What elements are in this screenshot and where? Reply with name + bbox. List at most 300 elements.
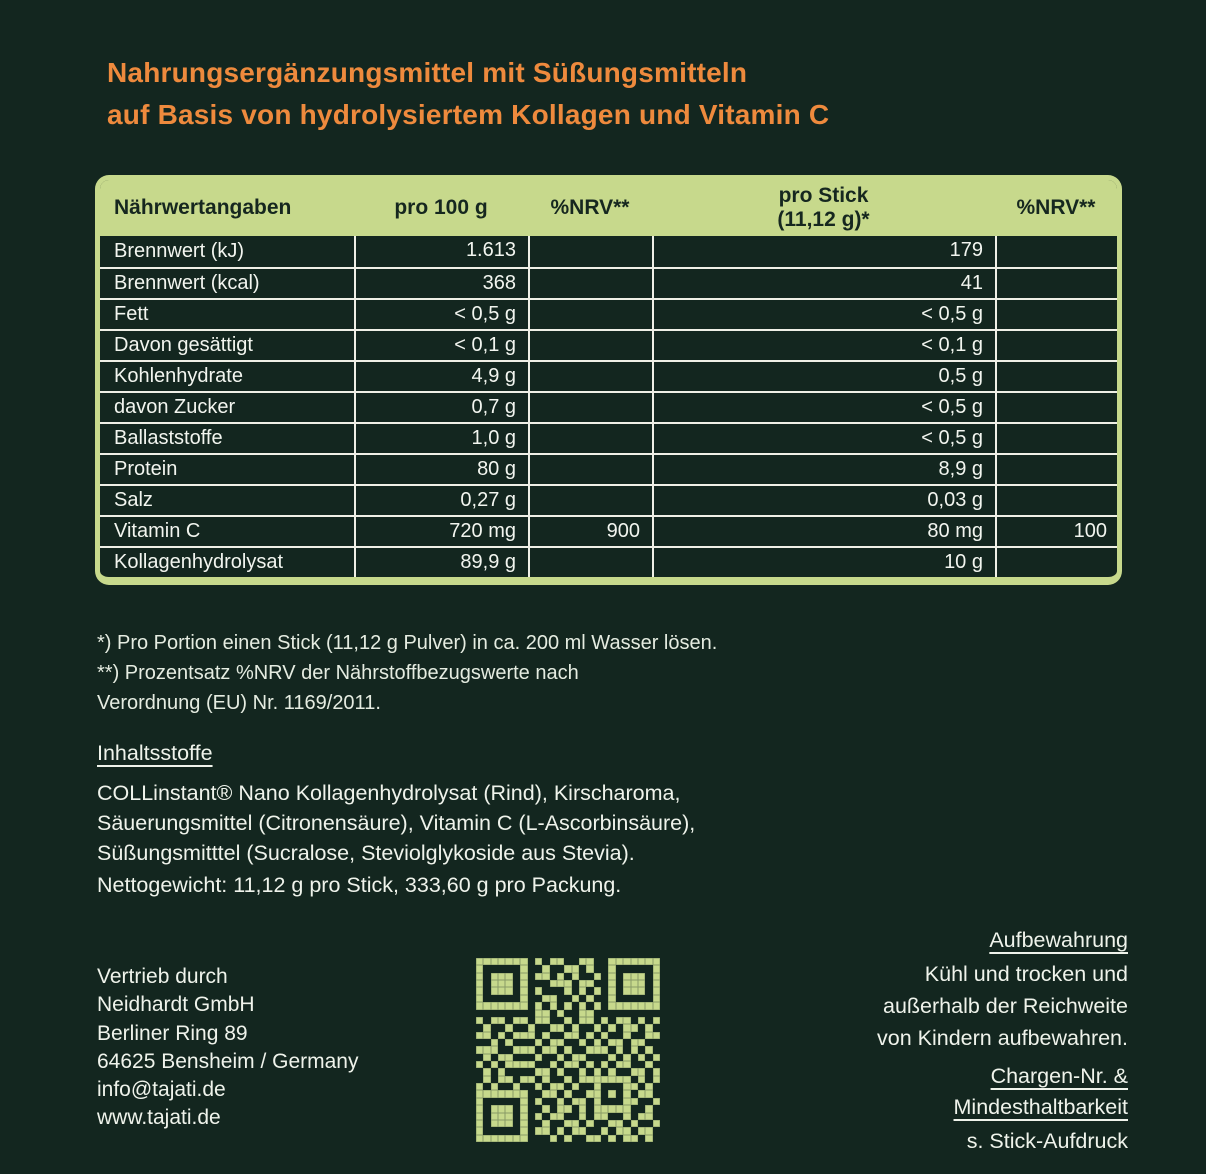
qr-module xyxy=(616,1120,623,1127)
qr-module xyxy=(653,1068,660,1075)
qr-module xyxy=(528,1046,535,1053)
qr-module xyxy=(601,1024,608,1031)
qr-module xyxy=(513,958,520,965)
qr-module xyxy=(498,1002,505,1009)
qr-module xyxy=(631,1105,638,1112)
qr-module xyxy=(638,1083,645,1090)
qr-module xyxy=(535,987,542,994)
qr-module xyxy=(483,1090,490,1097)
qr-module xyxy=(505,973,512,980)
qr-module xyxy=(631,1061,638,1068)
cell-per-stick: 0,5 g xyxy=(652,362,995,391)
qr-module xyxy=(638,1039,645,1046)
qr-module xyxy=(483,980,490,987)
qr-module xyxy=(535,1098,542,1105)
qr-module xyxy=(638,1090,645,1097)
storage-line3: von Kindern aufbewahren. xyxy=(876,1025,1128,1050)
qr-module xyxy=(608,973,615,980)
qr-module xyxy=(572,973,579,980)
qr-module xyxy=(476,1039,483,1046)
qr-module xyxy=(476,1054,483,1061)
qr-module xyxy=(623,1032,630,1039)
qr-module xyxy=(513,1032,520,1039)
qr-module xyxy=(653,1039,660,1046)
qr-module xyxy=(483,1032,490,1039)
qr-module xyxy=(638,1076,645,1083)
qr-module xyxy=(623,1105,630,1112)
qr-module xyxy=(505,1098,512,1105)
qr-module xyxy=(608,1135,615,1142)
qr-module xyxy=(572,995,579,1002)
batch-heading-line1: Chargen-Nr. & xyxy=(990,1064,1128,1089)
qr-module xyxy=(476,1017,483,1024)
qr-module xyxy=(498,1010,505,1017)
cell-per-stick: 8,9 g xyxy=(652,455,995,484)
qr-module xyxy=(645,1105,652,1112)
qr-module xyxy=(631,1046,638,1053)
qr-module xyxy=(528,1054,535,1061)
qr-module xyxy=(491,987,498,994)
qr-module xyxy=(557,1017,564,1024)
qr-module xyxy=(631,1083,638,1090)
qr-module xyxy=(483,987,490,994)
qr-module xyxy=(586,1105,593,1112)
product-claim-line2: auf Basis von hydrolysiertem Kollagen und Vitamin C xyxy=(107,99,830,130)
qr-module xyxy=(542,987,549,994)
qr-module xyxy=(513,973,520,980)
qr-code xyxy=(476,958,660,1142)
qr-module xyxy=(557,1113,564,1120)
qr-module xyxy=(483,1054,490,1061)
qr-module xyxy=(476,1024,483,1031)
qr-module xyxy=(491,1002,498,1009)
qr-module xyxy=(608,1046,615,1053)
qr-module xyxy=(535,1024,542,1031)
qr-module xyxy=(476,1010,483,1017)
qr-module xyxy=(608,1017,615,1024)
qr-module xyxy=(623,1054,630,1061)
qr-module xyxy=(498,1083,505,1090)
qr-module xyxy=(542,1010,549,1017)
qr-module xyxy=(528,1127,535,1134)
qr-module xyxy=(638,1068,645,1075)
qr-module xyxy=(550,958,557,965)
qr-module xyxy=(645,1076,652,1083)
qr-module xyxy=(572,1090,579,1097)
ingredients-list xyxy=(97,778,695,868)
qr-module xyxy=(623,1061,630,1068)
qr-module xyxy=(520,1039,527,1046)
qr-module xyxy=(638,958,645,965)
qr-module xyxy=(505,1105,512,1112)
qr-module xyxy=(653,980,660,987)
qr-module xyxy=(623,1046,630,1053)
qr-module xyxy=(623,965,630,972)
qr-module xyxy=(645,987,652,994)
qr-module xyxy=(645,1010,652,1017)
qr-module xyxy=(476,987,483,994)
qr-module xyxy=(653,1002,660,1009)
qr-module xyxy=(498,1068,505,1075)
net-weight: Nettogewicht: 11,12 g pro Stick, 333,60 g pro Packung. xyxy=(97,873,622,897)
qr-module xyxy=(579,1113,586,1120)
qr-module xyxy=(594,1017,601,1024)
header-nutrition-facts: Nährwertangaben xyxy=(114,196,292,219)
qr-module xyxy=(645,1032,652,1039)
qr-module xyxy=(601,1105,608,1112)
qr-module xyxy=(550,1105,557,1112)
qr-module xyxy=(586,1061,593,1068)
qr-module xyxy=(483,1083,490,1090)
qr-module xyxy=(564,1120,571,1127)
cell-nrv-stick xyxy=(995,362,1117,391)
qr-module xyxy=(557,1076,564,1083)
qr-module xyxy=(579,1135,586,1142)
qr-module xyxy=(476,1090,483,1097)
qr-module xyxy=(631,1127,638,1134)
qr-module xyxy=(579,1046,586,1053)
qr-module xyxy=(623,987,630,994)
cell-nrv-100g xyxy=(528,269,652,298)
qr-module xyxy=(645,1017,652,1024)
nutrition-table-body xyxy=(100,236,1117,577)
qr-module xyxy=(608,980,615,987)
qr-module xyxy=(528,995,535,1002)
qr-module xyxy=(623,1127,630,1134)
qr-module xyxy=(638,1010,645,1017)
qr-module xyxy=(631,1076,638,1083)
qr-module xyxy=(505,1113,512,1120)
qr-module xyxy=(542,1039,549,1046)
cell-per-stick: < 0,5 g xyxy=(652,424,995,453)
qr-module xyxy=(557,987,564,994)
qr-module xyxy=(505,1120,512,1127)
qr-module xyxy=(572,1105,579,1112)
qr-module xyxy=(542,1032,549,1039)
ingredients-line3: Süßungsmitttel (Sucralose, Steviolglykoside aus Stevia). xyxy=(97,841,635,865)
qr-module xyxy=(586,1054,593,1061)
qr-module xyxy=(557,1068,564,1075)
qr-module xyxy=(631,1024,638,1031)
qr-module xyxy=(513,1010,520,1017)
qr-module xyxy=(586,1039,593,1046)
qr-module xyxy=(579,1083,586,1090)
qr-module xyxy=(601,1098,608,1105)
qr-module xyxy=(491,1061,498,1068)
qr-module xyxy=(542,1083,549,1090)
qr-module xyxy=(594,1024,601,1031)
cell-per-100g: 89,9 g xyxy=(354,548,528,577)
qr-module xyxy=(483,1039,490,1046)
qr-module xyxy=(520,1024,527,1031)
qr-module xyxy=(535,1017,542,1024)
qr-module xyxy=(498,1090,505,1097)
qr-module xyxy=(623,1113,630,1120)
qr-module xyxy=(631,1090,638,1097)
qr-module xyxy=(550,1098,557,1105)
qr-module xyxy=(623,1039,630,1046)
qr-module xyxy=(557,1002,564,1009)
qr-module xyxy=(505,980,512,987)
qr-module xyxy=(513,1002,520,1009)
qr-module xyxy=(616,1002,623,1009)
qr-module xyxy=(542,980,549,987)
qr-module xyxy=(572,1076,579,1083)
qr-module xyxy=(638,980,645,987)
qr-module xyxy=(631,965,638,972)
storage-line1: Kühl und trocken und xyxy=(924,962,1128,986)
cell-per-stick: < 0,1 g xyxy=(652,331,995,360)
qr-module xyxy=(601,1061,608,1068)
qr-module xyxy=(631,987,638,994)
qr-module xyxy=(608,1120,615,1127)
qr-module xyxy=(653,1076,660,1083)
qr-module xyxy=(505,1046,512,1053)
qr-module xyxy=(616,987,623,994)
qr-module xyxy=(557,1054,564,1061)
qr-module xyxy=(557,1135,564,1142)
qr-module xyxy=(520,1054,527,1061)
qr-module xyxy=(623,1098,630,1105)
qr-module xyxy=(542,1017,549,1024)
qr-module xyxy=(638,1002,645,1009)
qr-module xyxy=(653,1083,660,1090)
qr-module xyxy=(483,1098,490,1105)
qr-module xyxy=(564,965,571,972)
qr-module xyxy=(586,987,593,994)
footnote-serving: *) Pro Portion einen Stick (11,12 g Pulver) in ca. 200 ml Wasser lösen. xyxy=(97,632,718,654)
qr-module xyxy=(550,1032,557,1039)
qr-module xyxy=(631,958,638,965)
qr-module xyxy=(491,965,498,972)
qr-module xyxy=(608,1061,615,1068)
qr-module xyxy=(550,1083,557,1090)
qr-module xyxy=(505,1061,512,1068)
qr-module xyxy=(520,1120,527,1127)
qr-module xyxy=(476,965,483,972)
qr-module xyxy=(550,1039,557,1046)
qr-module xyxy=(557,965,564,972)
qr-module xyxy=(572,1127,579,1134)
qr-module xyxy=(520,965,527,972)
qr-module xyxy=(520,1010,527,1017)
qr-module xyxy=(645,1113,652,1120)
qr-module xyxy=(594,1127,601,1134)
qr-module xyxy=(505,1083,512,1090)
qr-module xyxy=(513,1061,520,1068)
cell-per-100g: < 0,1 g xyxy=(354,331,528,360)
qr-module xyxy=(645,1068,652,1075)
qr-module xyxy=(557,1061,564,1068)
qr-module xyxy=(498,1061,505,1068)
ingredients-line1: COLLinstant® Nano Kollagenhydrolysat (Rind), Kirscharoma, xyxy=(97,781,681,805)
qr-module xyxy=(616,1098,623,1105)
distributor-email: info@tajati.de xyxy=(97,1078,226,1102)
qr-module xyxy=(550,1054,557,1061)
qr-module xyxy=(623,958,630,965)
qr-module xyxy=(564,973,571,980)
qr-module xyxy=(572,1046,579,1053)
qr-module xyxy=(616,1017,623,1024)
product-claim-line1: Nahrungsergänzungsmittel mit Süßungsmitteln xyxy=(107,57,748,88)
qr-module xyxy=(564,1024,571,1031)
qr-module xyxy=(491,1127,498,1134)
qr-module xyxy=(557,1098,564,1105)
qr-module xyxy=(638,1127,645,1134)
qr-module xyxy=(638,1032,645,1039)
qr-module xyxy=(608,1002,615,1009)
qr-module xyxy=(638,1024,645,1031)
qr-module xyxy=(586,965,593,972)
qr-module xyxy=(601,1002,608,1009)
qr-module xyxy=(579,1017,586,1024)
qr-module xyxy=(608,1105,615,1112)
qr-module xyxy=(513,980,520,987)
qr-module xyxy=(513,1076,520,1083)
qr-module xyxy=(498,987,505,994)
qr-module xyxy=(528,1120,535,1127)
table-row xyxy=(100,422,1117,453)
qr-module xyxy=(535,1105,542,1112)
qr-module xyxy=(616,1105,623,1112)
qr-module xyxy=(550,1068,557,1075)
qr-module xyxy=(623,1017,630,1024)
qr-module xyxy=(513,1135,520,1142)
qr-module xyxy=(513,1090,520,1097)
qr-module xyxy=(557,1120,564,1127)
qr-module xyxy=(601,1039,608,1046)
qr-module xyxy=(616,1039,623,1046)
qr-module xyxy=(550,1002,557,1009)
qr-module xyxy=(653,1061,660,1068)
table-row xyxy=(100,298,1117,329)
qr-module xyxy=(513,1127,520,1134)
table-row xyxy=(100,360,1117,391)
qr-module xyxy=(557,1127,564,1134)
qr-module xyxy=(594,1105,601,1112)
batch-heading-line2: Mindesthaltbarkeit xyxy=(953,1095,1128,1120)
cell-per-stick: 80 mg xyxy=(652,517,995,546)
qr-module xyxy=(542,1046,549,1053)
qr-module xyxy=(491,995,498,1002)
qr-module xyxy=(491,1032,498,1039)
cell-nutrient-label: Salz xyxy=(114,489,153,511)
qr-module xyxy=(520,995,527,1002)
qr-module xyxy=(586,1076,593,1083)
qr-module xyxy=(579,1039,586,1046)
qr-module xyxy=(476,1083,483,1090)
qr-module xyxy=(616,1068,623,1075)
qr-module xyxy=(520,973,527,980)
qr-module xyxy=(520,1083,527,1090)
qr-module xyxy=(550,1113,557,1120)
qr-module xyxy=(616,973,623,980)
qr-module xyxy=(505,958,512,965)
qr-module xyxy=(586,995,593,1002)
qr-module xyxy=(594,1002,601,1009)
qr-module xyxy=(594,1061,601,1068)
qr-module xyxy=(476,1076,483,1083)
qr-module xyxy=(491,1010,498,1017)
qr-module xyxy=(528,1039,535,1046)
qr-module xyxy=(520,1032,527,1039)
qr-module xyxy=(564,1127,571,1134)
qr-module xyxy=(564,1105,571,1112)
qr-module xyxy=(653,973,660,980)
qr-module xyxy=(572,1032,579,1039)
qr-module xyxy=(579,958,586,965)
qr-module xyxy=(557,1090,564,1097)
qr-module xyxy=(631,1039,638,1046)
qr-module xyxy=(601,1135,608,1142)
qr-module xyxy=(645,958,652,965)
header-per-stick xyxy=(652,184,995,232)
qr-module xyxy=(608,1032,615,1039)
cell-nrv-100g xyxy=(528,362,652,391)
qr-module xyxy=(483,1061,490,1068)
header-per-stick-line1: pro Stick xyxy=(778,184,869,207)
qr-module xyxy=(483,995,490,1002)
cell-nrv-100g xyxy=(528,548,652,577)
qr-module xyxy=(550,1090,557,1097)
qr-module xyxy=(505,1002,512,1009)
qr-module xyxy=(601,1032,608,1039)
qr-module xyxy=(631,980,638,987)
qr-module xyxy=(550,1061,557,1068)
cell-per-100g: 4,9 g xyxy=(354,362,528,391)
qr-module xyxy=(572,1017,579,1024)
qr-module xyxy=(608,995,615,1002)
qr-module xyxy=(491,1054,498,1061)
cell-per-100g: 720 mg xyxy=(354,517,528,546)
qr-module xyxy=(535,1032,542,1039)
qr-module xyxy=(594,1090,601,1097)
qr-module xyxy=(513,1017,520,1024)
qr-module xyxy=(594,980,601,987)
qr-module xyxy=(505,1032,512,1039)
qr-module xyxy=(638,1113,645,1120)
qr-module xyxy=(505,1127,512,1134)
qr-module xyxy=(586,1002,593,1009)
qr-module xyxy=(520,1135,527,1142)
qr-module xyxy=(542,1090,549,1097)
qr-module xyxy=(483,1002,490,1009)
qr-module xyxy=(572,958,579,965)
qr-module xyxy=(535,1090,542,1097)
qr-module xyxy=(645,1135,652,1142)
qr-module xyxy=(586,980,593,987)
qr-module xyxy=(579,965,586,972)
qr-module xyxy=(572,1002,579,1009)
qr-module xyxy=(572,965,579,972)
qr-module xyxy=(653,987,660,994)
qr-module xyxy=(542,1127,549,1134)
qr-module xyxy=(498,1039,505,1046)
cell-nutrient-label: Fett xyxy=(114,303,149,325)
qr-module xyxy=(616,1127,623,1134)
qr-module xyxy=(645,1054,652,1061)
qr-module xyxy=(594,1098,601,1105)
qr-module xyxy=(557,995,564,1002)
qr-module xyxy=(579,1127,586,1134)
qr-module xyxy=(579,1054,586,1061)
qr-module xyxy=(564,1046,571,1053)
qr-module xyxy=(645,1039,652,1046)
qr-module xyxy=(645,1046,652,1053)
qr-module xyxy=(535,965,542,972)
qr-module xyxy=(645,1002,652,1009)
qr-module xyxy=(535,1068,542,1075)
